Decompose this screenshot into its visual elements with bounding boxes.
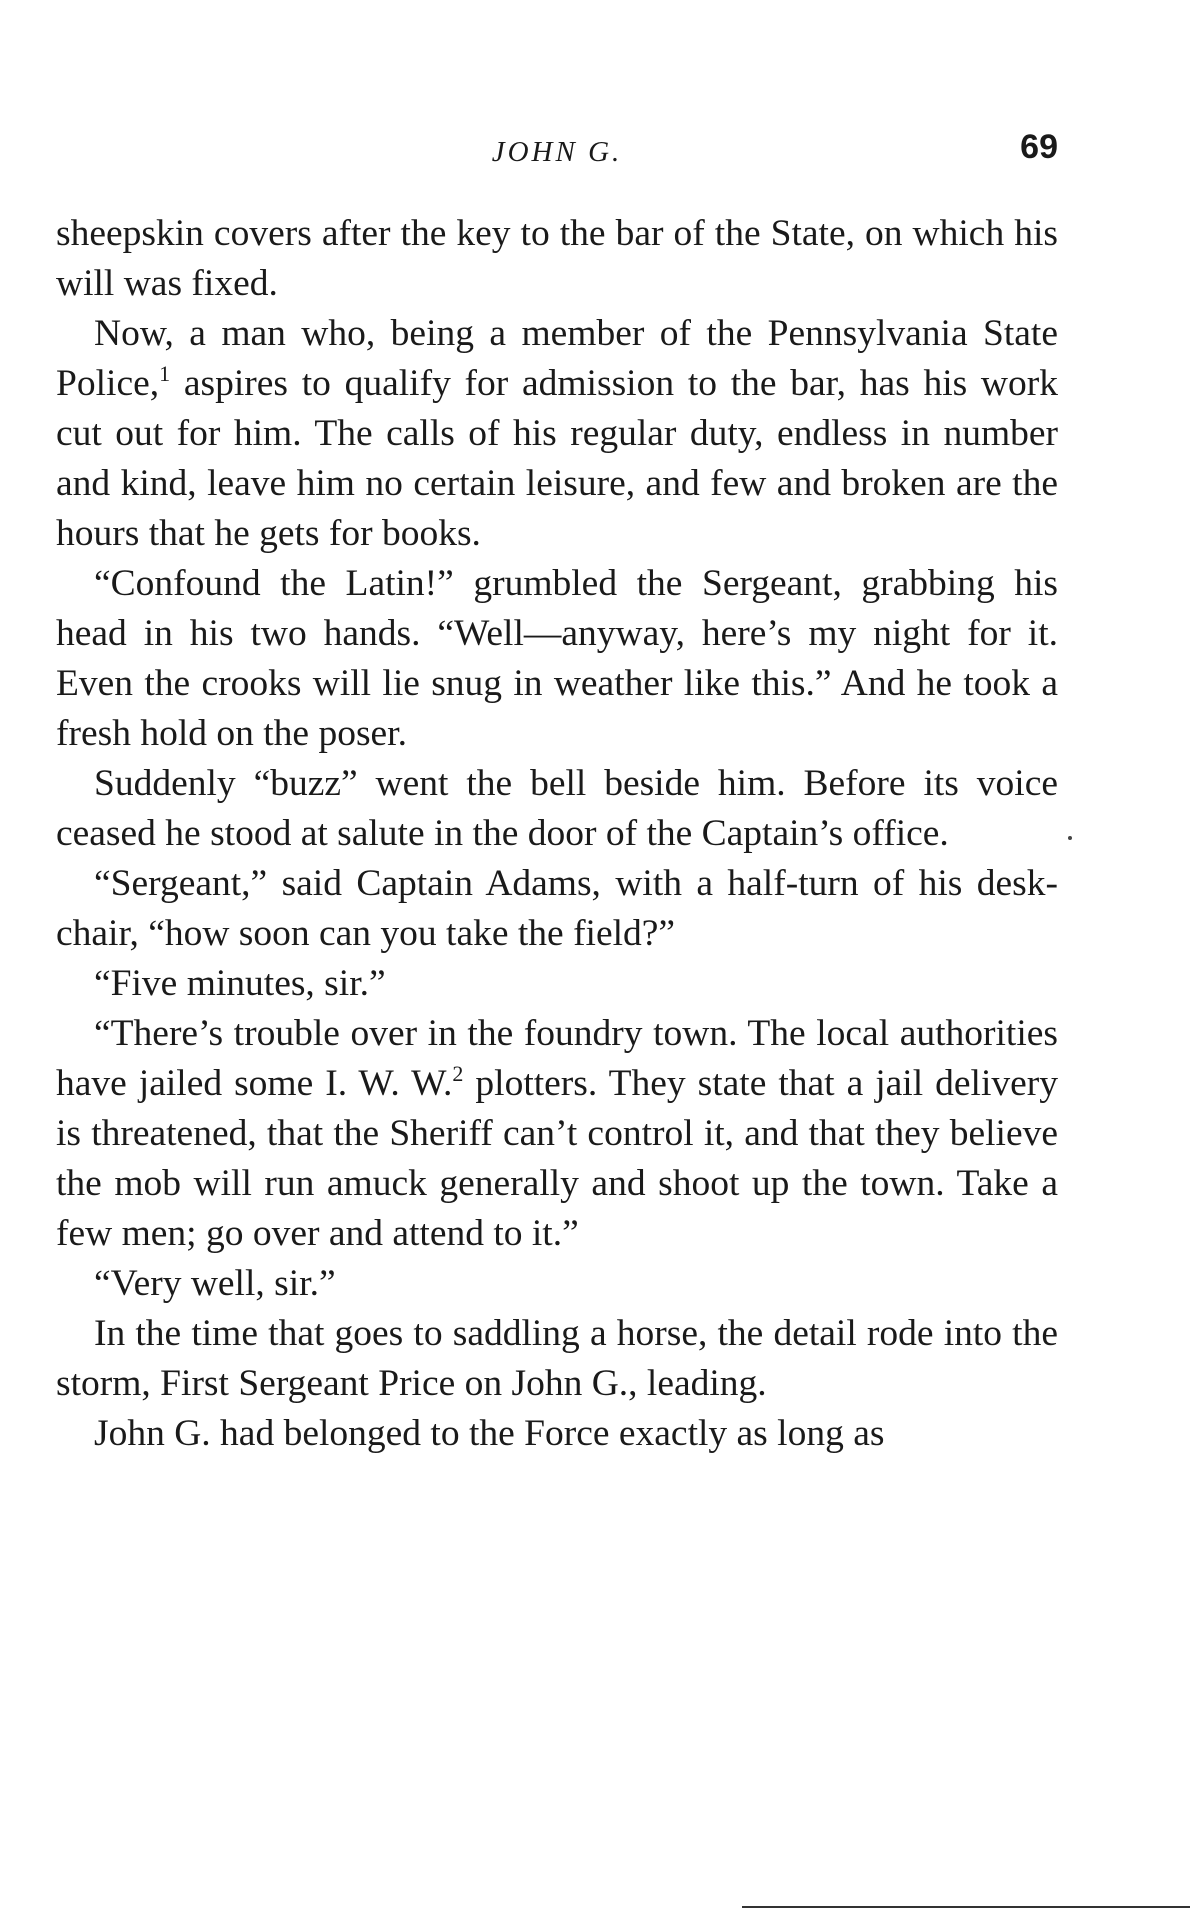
scan-speck [1068, 836, 1072, 840]
running-title: JOHN G. [491, 136, 623, 168]
paragraph-foundry-town [56, 1009, 1058, 1259]
paragraph-text: John G. had belonged to the Force exactly as long as [94, 1413, 885, 1454]
paragraph-continuation [56, 209, 1058, 309]
running-head [56, 128, 1058, 178]
paragraph-text: Suddenly “buzz” went the bell beside him. Before its voice ceased he stood at salute in the door of the Captain’s office. [56, 763, 1058, 854]
bottom-rule [742, 1906, 1190, 1908]
paragraph-captain-question [56, 859, 1058, 959]
paragraph-text: “There’s trouble over in the foundry town. The local authorities have jailed some I. W. W. [56, 1013, 1058, 1104]
paragraph-text: plotters. They state that a jail delivery is threatened, that the Sheriff can’t control it, and that they believe the mob will run amuck generally and shoot up the town. Take a few men; go over and attend to it.” [56, 1063, 1058, 1254]
paragraph-text: “Five minutes, sir.” [94, 963, 386, 1004]
paragraph-text: sheepskin covers after the key to the bar of the State, on which his will was fixed. [56, 213, 1058, 304]
paragraph-text: “Very well, sir.” [94, 1263, 336, 1304]
paragraph-state-police [56, 309, 1058, 559]
footnote-ref-1: 1 [159, 361, 171, 386]
paragraph-detail-rode [56, 1309, 1058, 1409]
paragraph-confound-latin [56, 559, 1058, 759]
paragraph-text: Now, a man who, being a member of the Pennsylvania State Police, [56, 313, 1058, 404]
footnote-ref-2: 2 [452, 1061, 464, 1086]
body-text [56, 209, 1058, 1459]
paragraph-buzz [56, 759, 1058, 859]
paragraph-text: “Sergeant,” said Captain Adams, with a half-turn of his desk-chair, “how soon can you take the field?” [56, 863, 1058, 954]
paragraph-john-g [56, 1409, 1058, 1459]
paragraph-text: In the time that goes to saddling a horse, the detail rode into the storm, First Sergeant Price on John G., leading. [56, 1313, 1058, 1404]
paragraph-five-minutes [56, 959, 1058, 1009]
page-number: 69 [1020, 128, 1058, 166]
paragraph-very-well [56, 1259, 1058, 1309]
paragraph-text: aspires to qualify for admission to the bar, has his work cut out for him. The calls of his regular duty, endless in number and kind, leave him no certain leisure, and few and broken are the hours that he gets for books. [56, 363, 1059, 554]
paragraph-text: “Confound the Latin!” grumbled the Sergeant, grabbing his head in his two hands. “Well—anyway, here’s my night for it. Even the crooks will lie snug in weather like this.” And he took a fresh hold on the poser. [56, 563, 1058, 754]
